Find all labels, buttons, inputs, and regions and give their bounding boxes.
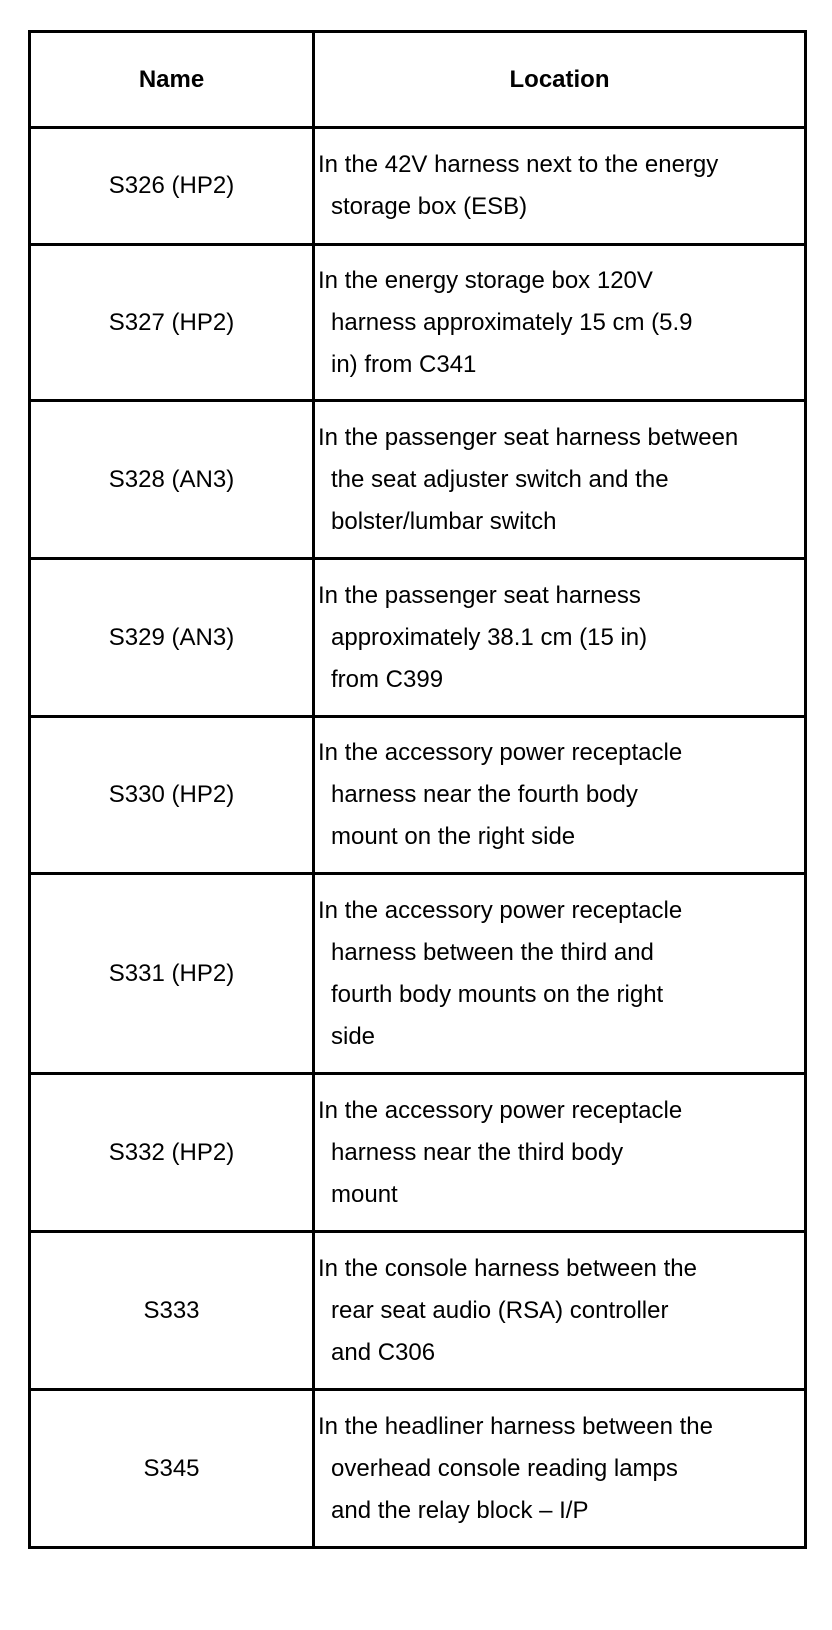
splice-location-cell xyxy=(314,874,806,1074)
location-text-line: bolster/lumbar switch xyxy=(331,507,557,535)
location-text-line: mount xyxy=(331,1180,398,1208)
header-row xyxy=(30,32,806,128)
table-row xyxy=(30,1390,806,1548)
splice-location-cell xyxy=(314,401,806,559)
splice-name-cell: S329 (AN3) xyxy=(30,559,314,717)
splice-location-cell xyxy=(314,245,806,401)
location-text-line: rear seat audio (RSA) controller xyxy=(331,1296,669,1324)
table-row xyxy=(30,1232,806,1390)
location-text-line: harness between the third and xyxy=(331,938,654,966)
location-text-line: harness near the third body xyxy=(331,1138,624,1166)
location-text-line: mount on the right side xyxy=(331,823,576,850)
location-text-line: the seat adjuster switch and the xyxy=(331,465,669,493)
location-text-line: approximately 38.1 cm (15 in) xyxy=(331,623,648,651)
location-text-line: from C399 xyxy=(331,665,444,693)
splice-location-table xyxy=(28,30,807,1549)
location-text-line: harness approximately 15 cm (5.9 xyxy=(331,308,693,336)
location-column-header: Location xyxy=(314,32,806,128)
location-text-line: In the accessory power receptacle xyxy=(318,1096,683,1124)
splice-name-cell: S330 (HP2) xyxy=(30,717,314,874)
splice-name-cell: S326 (HP2) xyxy=(30,128,314,245)
splice-name-cell: S328 (AN3) xyxy=(30,401,314,559)
location-text-line: and the relay block – I/P xyxy=(331,1496,589,1524)
splice-location-cell xyxy=(314,1390,806,1548)
location-text-line: harness near the fourth body xyxy=(331,781,638,808)
table-row xyxy=(30,128,806,245)
table-row xyxy=(30,401,806,559)
splice-name-cell: S333 xyxy=(30,1232,314,1390)
location-text-line: In the passenger seat harness between xyxy=(318,423,739,451)
splice-location-cell xyxy=(314,1074,806,1232)
table-row xyxy=(30,245,806,401)
location-text-line: In the accessory power receptacle xyxy=(318,739,683,766)
splice-location-cell xyxy=(314,1232,806,1390)
splice-name-cell: S331 (HP2) xyxy=(30,874,314,1074)
location-text-line: In the passenger seat harness xyxy=(318,581,641,609)
splice-name-cell: S327 (HP2) xyxy=(30,245,314,401)
location-text-line: and C306 xyxy=(331,1338,436,1366)
location-text-line: storage box (ESB) xyxy=(331,193,528,220)
splice-location-cell xyxy=(314,559,806,717)
location-text-line: fourth body mounts on the right xyxy=(331,980,664,1008)
table-row xyxy=(30,559,806,717)
splice-location-cell xyxy=(314,717,806,874)
location-text-line: In the energy storage box 120V xyxy=(318,266,653,294)
location-text-line: side xyxy=(331,1022,376,1050)
location-text-line: In the headliner harness between the xyxy=(318,1412,713,1440)
splice-name-cell: S345 xyxy=(30,1390,314,1548)
table-row xyxy=(30,1074,806,1232)
location-text-line: In the 42V harness next to the energy xyxy=(318,151,719,178)
table-body xyxy=(30,128,806,1548)
splice-location-cell xyxy=(314,128,806,245)
location-text-line: in) from C341 xyxy=(331,350,477,378)
table-row xyxy=(30,874,806,1074)
name-column-header: Name xyxy=(30,32,314,128)
location-text-line: In the console harness between the xyxy=(318,1254,697,1282)
location-text-line: overhead console reading lamps xyxy=(331,1454,678,1482)
location-text-line: In the accessory power receptacle xyxy=(318,896,683,924)
splice-name-cell: S332 (HP2) xyxy=(30,1074,314,1232)
table-row xyxy=(30,717,806,874)
